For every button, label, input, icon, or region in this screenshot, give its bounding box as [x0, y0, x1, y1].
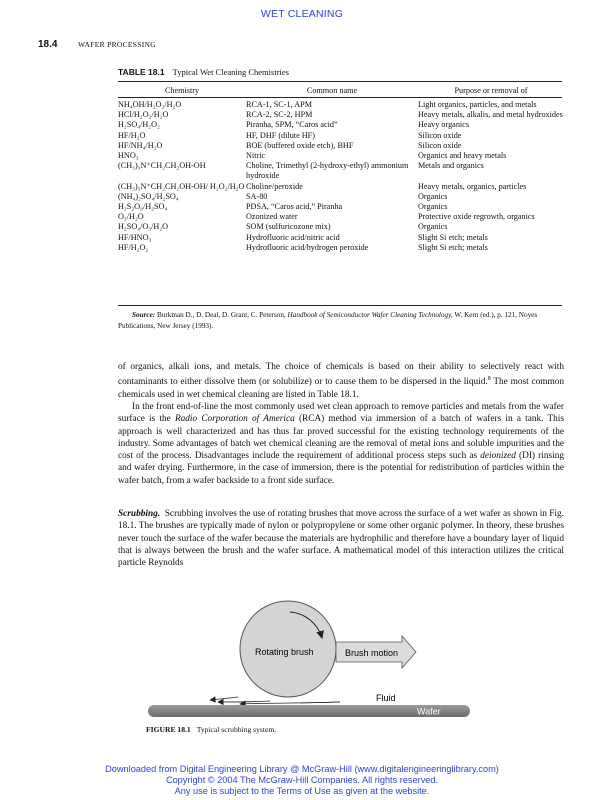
cell-common-name: Choline, Trimethyl (2-hydroxy-ethyl) ammonium hydroxide	[246, 161, 409, 181]
table-title: Typical Wet Cleaning Chemistries	[172, 67, 289, 77]
table-row	[118, 212, 564, 222]
cell-chemistry: HF/NH₄/H₂O	[118, 140, 163, 150]
table-caption	[118, 67, 289, 77]
cell-chemistry: HF/H₂O₂	[118, 242, 149, 252]
cell-purpose: Silicon oxide	[418, 130, 462, 140]
footer-terms: Any use is subject to the Terms of Use as given at the website.	[174, 785, 430, 796]
p1-end: The most common chemicals used in wet chemical cleaning are listed in Table 18.1.	[118, 377, 564, 400]
cell-chemistry: (CH₃)₃N⁺CH₂CH₂OH-OH/ H₂O₂/H₂O	[118, 181, 245, 191]
cell-purpose: Heavy organics	[418, 120, 470, 130]
table-row	[118, 192, 564, 202]
cell-chemistry: (NH₄)₂SO₄/H₂SO₄	[118, 191, 179, 201]
cell-chemistry: H₂SO₄/O₃/H₂O	[118, 222, 169, 232]
cell-chemistry: NH₄OH/H₂O₂/H₂O	[118, 100, 182, 109]
cell-common-name: Piranha, SPM, “Caros acid”	[246, 120, 338, 130]
cell-chemistry: O₃/H₂O	[118, 212, 144, 222]
p3-text: Scrubbing involves the use of rotating brushes that move across the surface of a wet wafer as shown in Fig. 18.1. The brushes are typically made of nylon or polypropylene or some other organic polymer. In theory, these brushes never touch the surface of the wafer because the materials are hydrophilic and therefore have a boundary layer of liquid that is always between the brush and the wafer surface. A mathematical model of this interaction utilizes the critical particle Reynolds	[118, 509, 564, 569]
cell-chemistry: (CH₃)₃N⁺CH₂CH₂OH-OH	[118, 161, 206, 171]
cell-purpose: Light organics, particles, and metals	[418, 100, 537, 109]
p2-rca: Radio Corporation of America	[174, 414, 295, 425]
p2-text-a: In the front end-of-line the most commonly used wet clean approach to remove particles and metals from the wafer surface is the	[118, 401, 564, 425]
p2-deionized: deionized	[480, 451, 516, 462]
cell-common-name: RCA-2, SC-2, HPM	[246, 110, 313, 120]
cell-purpose: Slight Si etch; metals	[418, 242, 488, 252]
table-row	[118, 182, 564, 192]
table-row	[118, 233, 564, 243]
chemistry-table	[118, 100, 564, 253]
brush-motion-label: Brush motion	[345, 648, 399, 658]
page-number: 18.4	[38, 39, 58, 50]
footnote-ref: 8	[487, 376, 491, 383]
wafer-label: Wafer	[417, 706, 441, 717]
table-row	[118, 151, 564, 161]
footer-download-link[interactable]: Downloaded from Digital Engineering Library @ McGraw-Hill (www.digitalengineeringlibrary.com)	[105, 764, 499, 774]
cell-common-name: SA-80	[246, 191, 268, 201]
table-row	[118, 141, 564, 151]
cell-purpose: Heavy metals, alkalis, and metal hydroxides	[418, 110, 563, 120]
column-header-common-name: Common name	[306, 86, 358, 95]
cell-common-name: BOE (buffered oxide etch), BHF	[246, 140, 354, 150]
scrubbing-heading: Scrubbing.	[118, 509, 161, 519]
cell-chemistry: HNO₃	[118, 151, 139, 161]
footer-notice	[0, 764, 604, 796]
table-row	[118, 100, 564, 110]
cell-chemistry: H₂S₂O₈/H₂SO₄	[118, 202, 168, 212]
table-source-note	[118, 310, 564, 331]
cell-purpose: Organics	[418, 222, 448, 232]
cell-chemistry: H₂SO₄/H₂O₂	[118, 120, 160, 130]
cell-purpose: Organics	[418, 191, 448, 201]
running-head: WAFER PROCESSING	[78, 40, 156, 49]
figure-caption-text: Typical scrubbing system.	[196, 725, 277, 734]
table-header-rule	[118, 97, 562, 98]
table-row	[118, 222, 564, 232]
source-label: Source:	[132, 311, 156, 319]
scrubbing-figure	[140, 600, 470, 725]
p2-text-c: (DI) rinsing and wafer drying. Furthermore, in the case of immersion, there is the potential for redistribution of particles within the wafer batch, from a wafer backside to a front side surface.	[118, 451, 564, 486]
cell-common-name: PDSA, “Caros acid,” Piranha	[246, 202, 343, 212]
cell-common-name: RCA-1, SC-1, APM	[246, 100, 312, 109]
body-paragraph-scrubbing	[118, 508, 564, 569]
cell-purpose: Slight Si etch; metals	[418, 232, 488, 242]
cell-purpose: Protective oxide regrowth, organics	[418, 212, 535, 222]
p1-text: of organics, alkali ions, and metals. The choice of chemicals is based on their ability to selectively react with contaminants to either dissolve them (or solubilize) or to cause them to be dispersed in the liquid.	[118, 362, 564, 388]
cell-purpose: Organics and heavy metals	[418, 151, 507, 161]
fluid-label: Fluid	[376, 693, 396, 703]
table-top-rule	[118, 81, 562, 82]
cell-chemistry: HCl/H₂O₂/H₂O	[118, 110, 169, 120]
cell-common-name: Hydrofluoric acid/nitric acid	[246, 232, 340, 242]
cell-common-name: HF, DHF (dilute HF)	[246, 130, 315, 140]
p2-text-b: (RCA) method via immersion of a batch of wafers in a tank. This approach is well characterized and has thus far proved successful for the existing technology requirements of the industry. Some advantages of batch wet chemical cleaning are the removal of metal ions and soluble impurities and the cost of the process. Disadvantages include the requirement of additional process steps such as	[118, 414, 565, 462]
table-row	[118, 110, 564, 120]
source-book: Handbook of Semiconductor Wafer Cleaning Technology,	[287, 311, 453, 319]
footer-copyright: Copyright © 2004 The McGraw-Hill Companies. All rights reserved.	[165, 774, 439, 785]
rotating-brush-label: Rotating brush	[255, 647, 314, 657]
cell-purpose: Heavy metals, organics, particles	[418, 181, 527, 191]
source-rest: W. Kern (ed.), p. 121, Noyes Publications, New Jersey (1993).	[118, 311, 538, 330]
table-row	[118, 243, 564, 253]
table-label: TABLE 18.1	[118, 67, 165, 77]
cell-common-name: Ozonized water	[246, 212, 298, 222]
body-paragraph-1	[118, 361, 564, 487]
cell-common-name: Hydrofluoric acid/hydrogen peroxide	[246, 242, 369, 252]
cell-common-name: SOM (sulfuricozone mix)	[246, 222, 331, 232]
table-bottom-rule	[118, 305, 562, 306]
source-authors: Burkman D., D. Deal, D. Grant, C. Peterson,	[156, 311, 286, 319]
table-row	[118, 120, 564, 130]
table-row	[118, 161, 564, 181]
table-row	[118, 202, 564, 212]
cell-purpose: Silicon oxide	[418, 140, 462, 150]
table-row	[118, 131, 564, 141]
fluid-line	[300, 702, 340, 703]
cell-purpose: Metals and organics	[418, 161, 484, 171]
fluid-arrow-2	[218, 701, 270, 702]
column-header-chemistry: Chemistry	[164, 86, 200, 95]
cell-common-name: Choline/peroxide	[246, 181, 303, 191]
cell-common-name: Nitric	[246, 151, 266, 161]
figure-label: FIGURE 18.1	[146, 725, 191, 734]
banner-title: WET CLEANING	[260, 8, 344, 20]
cell-chemistry: HF/HNO₃	[118, 232, 152, 242]
cell-purpose: Organics	[418, 202, 448, 212]
figure-caption	[146, 725, 276, 734]
fluid-arrow-1	[210, 697, 238, 700]
column-header-purpose: Purpose or removal of	[454, 86, 528, 95]
cell-chemistry: HF/H₂O	[118, 130, 146, 140]
